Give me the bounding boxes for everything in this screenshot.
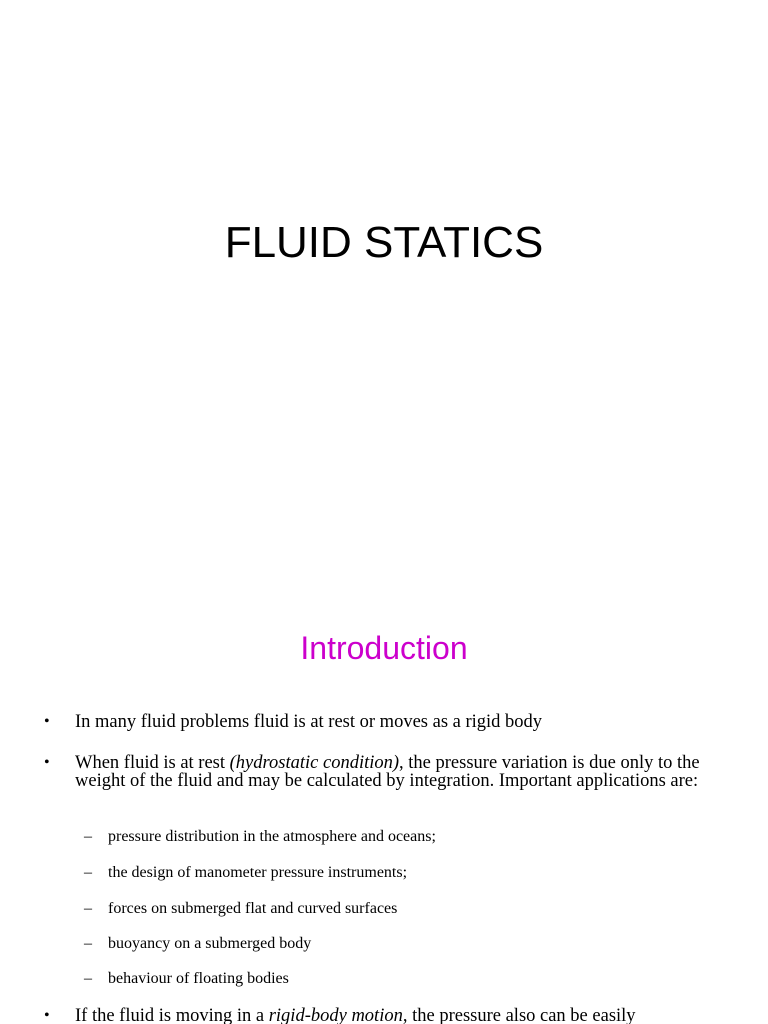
bullet-text: In many fluid problems fluid is at rest or moves as a rigid body xyxy=(75,712,543,732)
bullet-marker: • xyxy=(44,713,50,730)
bullet-text-italic: (hydrostatic condition) xyxy=(229,753,400,773)
sub-list-text: behaviour of floating bodies xyxy=(108,970,289,987)
sub-list-text: buoyancy on a submerged body xyxy=(108,935,312,952)
section-heading: Introduction xyxy=(300,630,468,666)
bullet-marker: • xyxy=(44,754,50,771)
dash-marker: – xyxy=(84,970,92,987)
sub-list-text: forces on submerged flat and curved surfaces xyxy=(108,900,398,917)
bullet-text-plain: If the fluid is moving in a xyxy=(75,1006,269,1024)
bullet-text-plain: , the pressure variation is due only to the weight of the fluid and may be calculated by integration. Important applications are: xyxy=(75,753,700,791)
bullet-text xyxy=(75,1007,730,1024)
bullet-marker: • xyxy=(44,1007,50,1024)
dash-marker: – xyxy=(84,828,92,845)
dash-marker: – xyxy=(84,864,92,881)
bullet-text-italic: rigid-body motion xyxy=(268,1006,403,1024)
dash-marker: – xyxy=(84,935,92,952)
bullet-text-plain: , the pressure also can be easily xyxy=(402,1006,636,1024)
bullet-text xyxy=(75,754,730,790)
bullet-text-plain: When fluid is at rest xyxy=(75,753,230,773)
sub-list-text: pressure distribution in the atmosphere and oceans; xyxy=(108,828,436,845)
sub-list-text: the design of manometer pressure instruments; xyxy=(108,864,408,881)
dash-marker: – xyxy=(84,900,92,917)
slide-title: FLUID STATICS xyxy=(224,218,544,267)
